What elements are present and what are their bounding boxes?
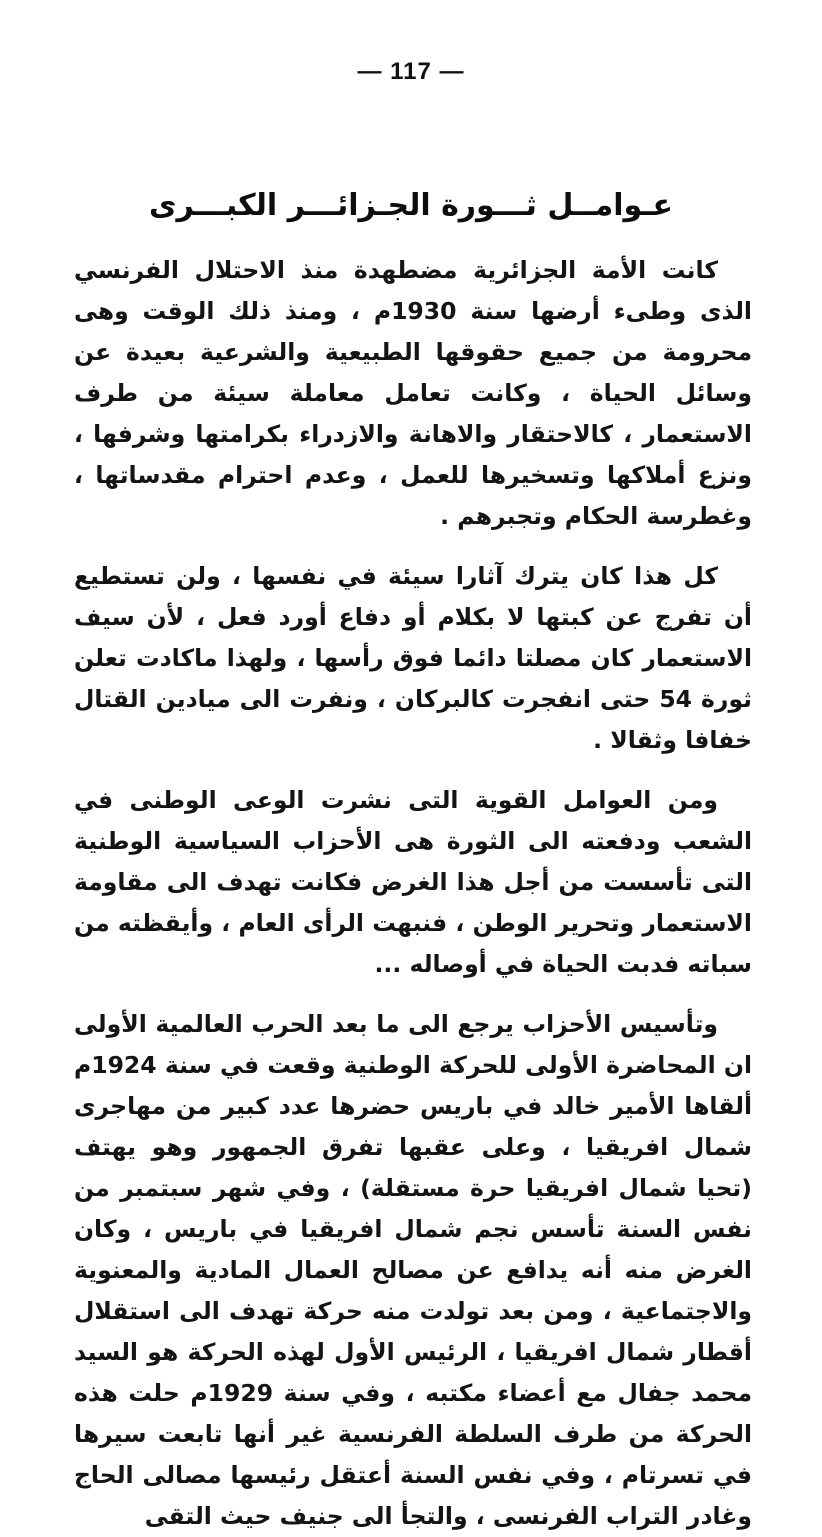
body-text (74, 250, 752, 1537)
chapter-title: عـوامــل ثـــورة الجـزائـــر الكبـــرى (148, 188, 674, 223)
paragraph-1: كانت الأمة الجزائرية مضطهدة منذ الاحتلال الفرنسي الذى وطىء أرضها سنة 1930م ، ومنذ ذلك الوقت وهى محرومة من جميع حقوقها الطبيعية والشرعية بعيدة عن وسائل الحياة ، وكانت تعامل معاملة سيئة من طرف الاستعمار ، كالاحتقار والاهانة والازدراء بكرامتها وشرفها ، ونزع أملاكها وتسخيرها للعمل ، وعدم احترام مقدساتها ، وغطرسة الحكام وتجبرهم . (74, 256, 752, 530)
paragraph-4: وتأسيس الأحزاب يرجع الى ما بعد الحرب العالمية الأولى ان المحاضرة الأولى للحركة الوطنية وقعت في سنة 1924م ألقاها الأمير خالد في باريس حضرها عدد كبير من مهاجرى شمال افريقيا ، وعلى عقبها تفرق الجمهور وهو يهتف (تحيا شمال افريقيا حرة مستقلة) ، وفي شهر سبتمبر من نفس السنة تأسس نجم شمال افريقيا في باريس ، وكان الغرض منه أنه يدافع عن مصالح العمال المادية والمعنوية والاجتماعية ، ومن بعد تولدت منه حركة تهدف الى استقلال أقطار شمال افريقيا ، الرئيس الأول لهذه الحركة هو السيد محمد جفال مع أعضاء مكتبه ، وفي سنة 1929م حلت هذه الحركة من طرف السلطة الفرنسية غير أنها تابعت سيرها في تسرتام ، وفي نفس السنة أعتقل رئيسها مصالى الحاج وغادر التراب الفرنسى ، والتجأ الى جنيف حيث التقى (74, 1010, 752, 1530)
paragraph-2: كل هذا كان يترك آثارا سيئة في نفسها ، ولن تستطيع أن تفرج عن كبتها لا بكلام أو دفاع أورد فعل ، لأن سيف الاستعمار كان مصلتا دائما فوق رأسها ، ولهذا ماكادت تعلن ثورة 54 حتى انفجرت كالبركان ، ونفرت الى ميادين القتال خفافا وثقالا . (74, 562, 752, 754)
page-number: — 117 — (357, 58, 465, 85)
paragraph-3: ومن العوامل القوية التى نشرت الوعى الوطنى في الشعب ودفعته الى الثورة هى الأحزاب السياسية الوطنية التى تأسست من أجل هذا الغرض فكانت تهدف الى مقاومة الاستعمار وتحرير الوطن ، فنبهت الرأى العام ، وأيقظته من سباته فدبت الحياة في أوصاله ... (74, 786, 752, 978)
